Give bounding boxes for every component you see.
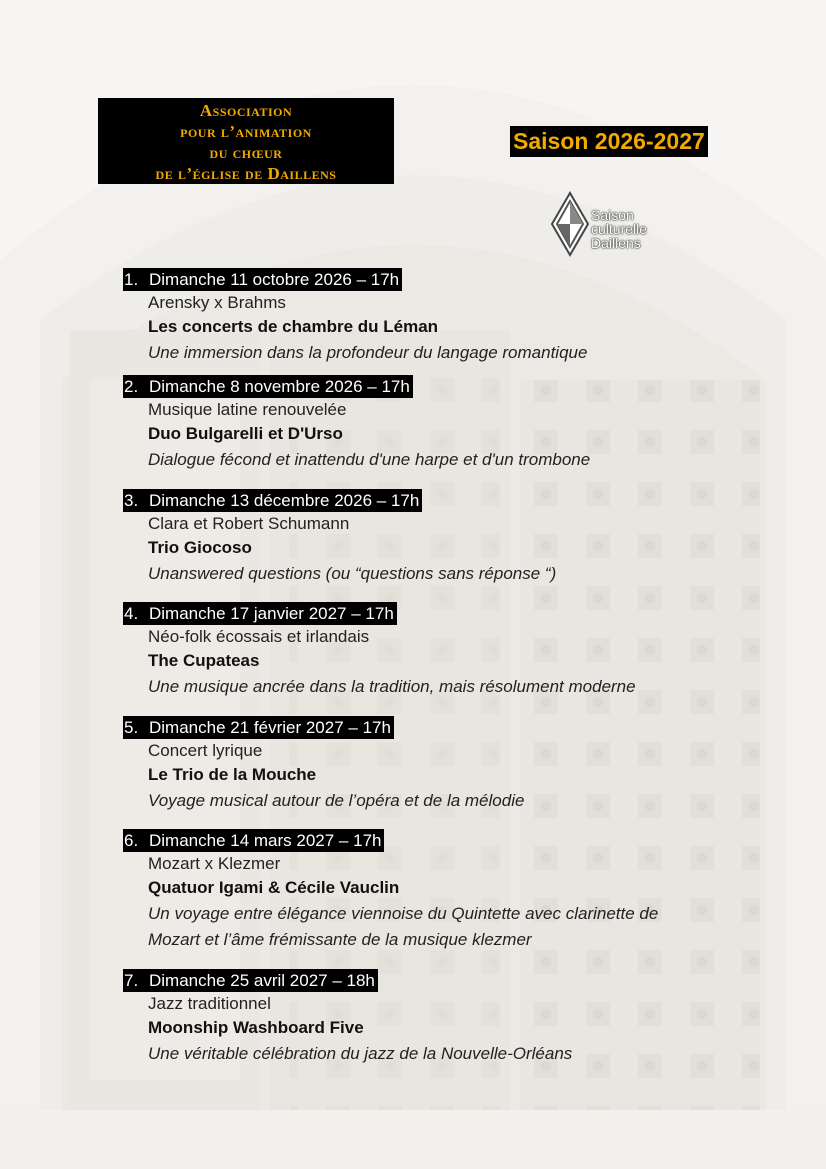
concert-description: Dialogue fécond et inattendu d'une harpe et d'un trombone xyxy=(148,450,591,469)
concert-ensemble: Moonship Washboard Five xyxy=(148,1018,364,1037)
season-label: Saison 2026-2027 xyxy=(510,126,708,157)
concert-item xyxy=(123,375,803,489)
concert-ensemble: Les concerts de chambre du Léman xyxy=(148,317,439,336)
concert-program: Jazz traditionnel xyxy=(148,994,271,1013)
association-line: Association xyxy=(199,101,293,120)
saison-culturelle-logo xyxy=(550,191,670,257)
concert-item xyxy=(123,489,803,602)
concert-description: Mozart et l’âme frémissante de la musique klezmer xyxy=(148,930,532,949)
association-line: pour l’animation xyxy=(180,122,312,141)
diamond-logo-icon xyxy=(550,191,590,257)
concert-date-text: Dimanche 14 mars 2027 – 17h xyxy=(149,831,382,850)
concert-description: Une musique ancrée dans la tradition, mais résolument moderne xyxy=(148,677,636,696)
concert-date xyxy=(123,969,378,992)
concert-description: Unanswered questions (ou “questions sans réponse “) xyxy=(148,564,557,583)
concert-date xyxy=(123,829,384,852)
concert-date-text: Dimanche 17 janvier 2027 – 17h xyxy=(149,604,394,623)
concert-date xyxy=(123,602,397,625)
concert-item xyxy=(123,829,803,969)
concert-date-text: Dimanche 11 octobre 2026 – 17h xyxy=(149,270,400,289)
concert-program: Mozart x Klezmer xyxy=(148,854,281,873)
concert-number: 3. xyxy=(124,491,139,510)
concert-item xyxy=(123,969,803,1079)
concert-program: Néo-folk écossais et irlandais xyxy=(148,627,370,646)
concert-description: Un voyage entre élégance viennoise du Quintette avec clarinette de xyxy=(148,904,659,923)
logo-text-line: culturelle xyxy=(591,221,648,237)
concert-program: Concert lyrique xyxy=(148,741,263,760)
concert-ensemble: Le Trio de la Mouche xyxy=(148,765,317,784)
association-line: de l’église de Daillens xyxy=(155,164,337,183)
concert-date-text: Dimanche 8 novembre 2026 – 17h xyxy=(149,377,410,396)
logo-text-line: Daillens xyxy=(591,235,641,251)
concert-list xyxy=(123,268,803,1079)
concert-description: Une immersion dans la profondeur du langage romantique xyxy=(148,343,588,362)
concert-number: 7. xyxy=(124,971,139,990)
concert-number: 1. xyxy=(124,270,139,289)
logo-text xyxy=(591,208,647,250)
concert-number: 5. xyxy=(124,718,139,737)
concert-date xyxy=(123,375,413,398)
concert-ensemble: Trio Giocoso xyxy=(148,538,252,557)
concert-date-text: Dimanche 13 décembre 2026 – 17h xyxy=(149,491,420,510)
concert-date xyxy=(123,716,394,739)
concert-program: Musique latine renouvelée xyxy=(148,400,347,419)
concert-item xyxy=(123,716,803,829)
concert-description: Une véritable célébration du jazz de la Nouvelle-Orléans xyxy=(148,1044,573,1063)
concert-item xyxy=(123,602,803,716)
concert-ensemble: Duo Bulgarelli et D'Urso xyxy=(148,424,343,443)
concert-date-text: Dimanche 25 avril 2027 – 18h xyxy=(149,971,375,990)
concert-number: 6. xyxy=(124,831,139,850)
concert-date xyxy=(123,268,402,291)
concert-date-text: Dimanche 21 février 2027 – 17h xyxy=(149,718,391,737)
concert-program: Clara et Robert Schumann xyxy=(148,514,350,533)
association-title-box xyxy=(98,98,394,184)
concert-ensemble: The Cupateas xyxy=(148,651,260,670)
concert-number: 4. xyxy=(124,604,139,623)
concert-number: 2. xyxy=(124,377,139,396)
concert-description: Voyage musical autour de l’opéra et de la mélodie xyxy=(148,791,525,810)
concert-item xyxy=(123,268,803,375)
logo-text-line: Saison xyxy=(591,207,634,223)
concert-ensemble: Quatuor Igami & Cécile Vauclin xyxy=(148,878,400,897)
concert-program: Arensky x Brahms xyxy=(148,293,286,312)
concert-date xyxy=(123,489,422,512)
association-line: du chœur xyxy=(209,143,283,162)
